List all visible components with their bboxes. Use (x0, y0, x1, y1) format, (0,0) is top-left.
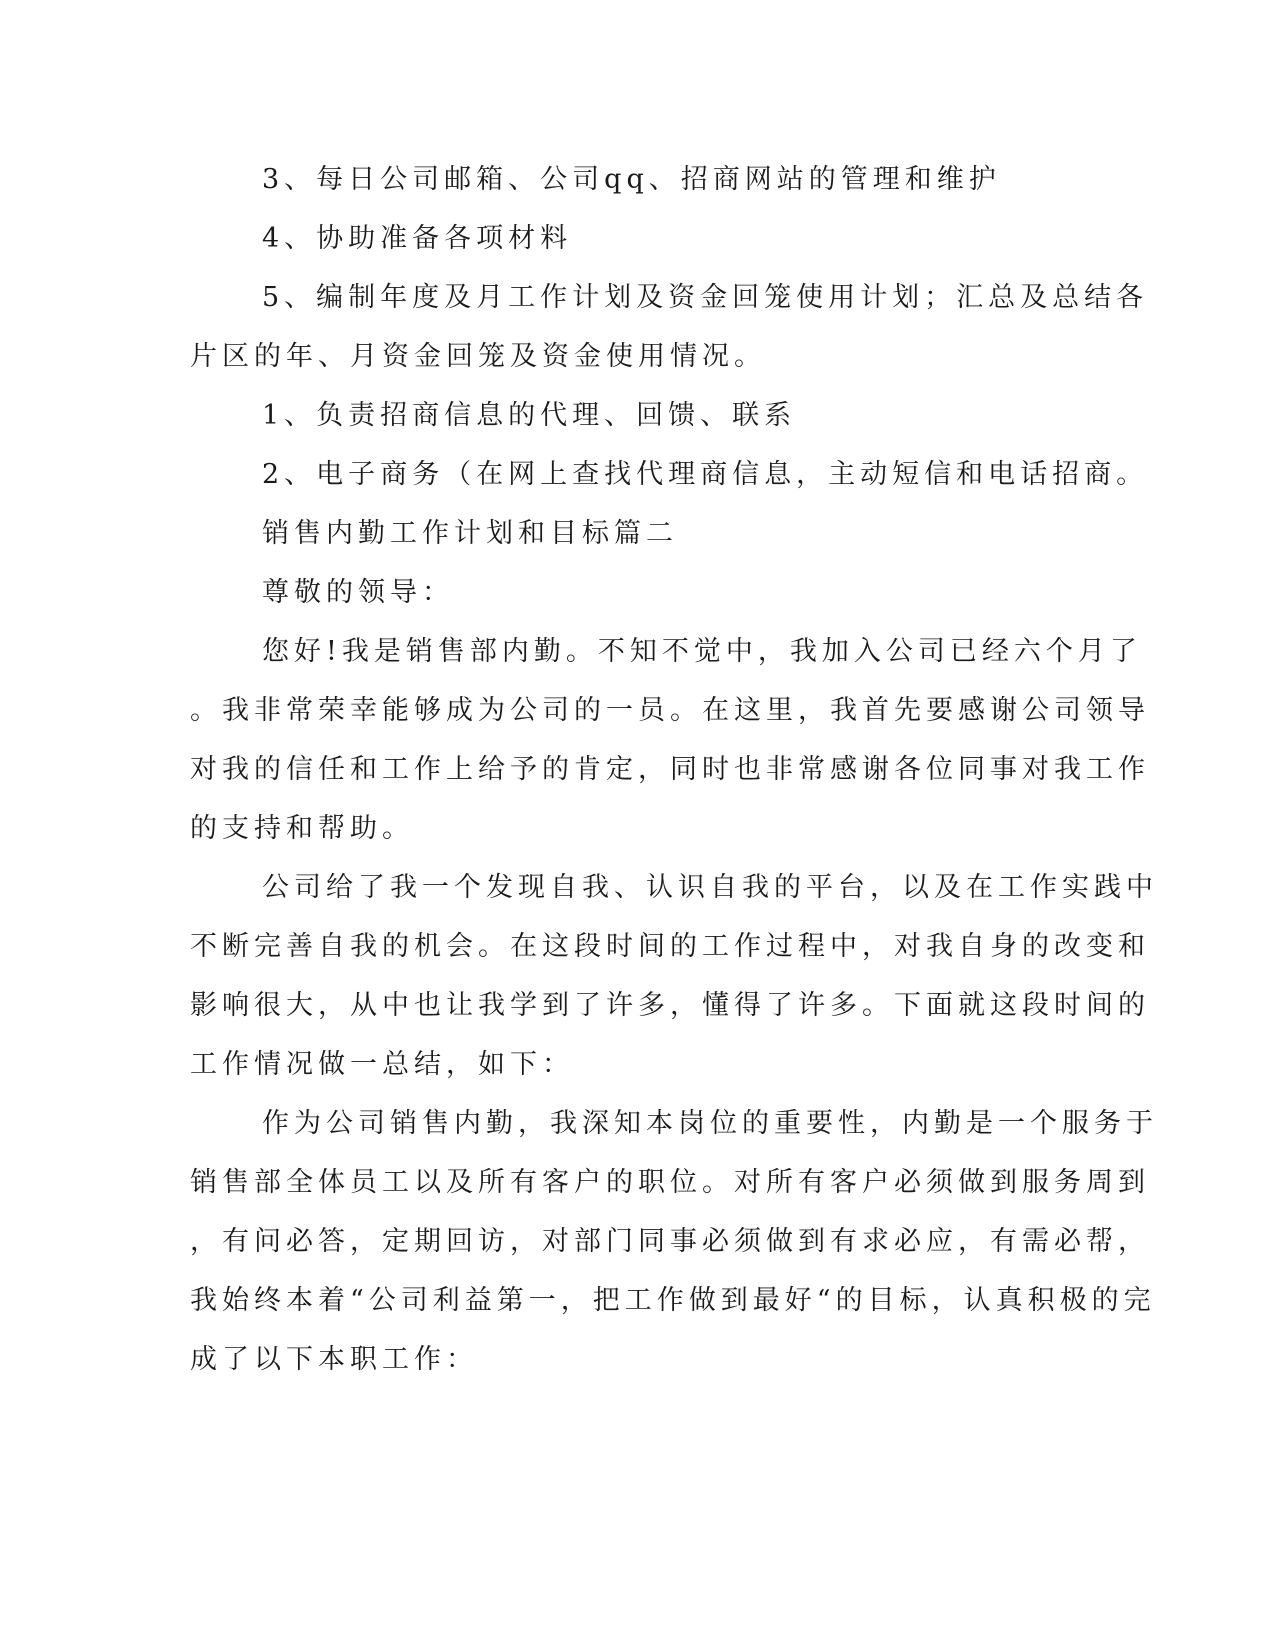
paragraph-line: 影响很大，从中也让我学到了许多，懂得了许多。下面就这段时间的 (190, 990, 1150, 1021)
paragraph-line: 片区的年、月资金回笼及资金使用情况。 (190, 341, 766, 372)
paragraph-line: 3、每日公司邮箱、公司qq、招商网站的管理和维护 (262, 164, 1001, 195)
paragraph-line: 销售部全体员工以及所有客户的职位。对所有客户必须做到服务周到 (190, 1167, 1150, 1198)
paragraph-line: 您好!我是销售部内勤。不知不觉中，我加入公司已经六个月了 (262, 636, 1142, 667)
salutation: 尊敬的领导： (262, 577, 454, 608)
paragraph-line: 的支持和帮助。 (190, 813, 414, 844)
paragraph-line: 作为公司销售内勤，我深知本岗位的重要性，内勤是一个服务于 (262, 1108, 1158, 1139)
paragraph-line: 不断完善自我的机会。在这段时间的工作过程中，对我自身的改变和 (190, 931, 1150, 962)
paragraph-line: 5、编制年度及月工作计划及资金回笼使用计划；汇总及总结各 (262, 282, 1149, 313)
section-heading: 销售内勤工作计划和目标篇二 (262, 518, 678, 549)
paragraph-line: 4、协助准备各项材料 (262, 223, 573, 254)
paragraph-line: ，有问必答，定期回访，对部门同事必须做到有求必应，有需必帮， (190, 1226, 1150, 1257)
paragraph-line: 工作情况做一总结，如下： (190, 1049, 574, 1080)
paragraph-line: 我始终本着“公司利益第一，把工作做到最好“的目标，认真积极的完 (190, 1285, 1156, 1316)
paragraph-line: 。我非常荣幸能够成为公司的一员。在这里，我首先要感谢公司领导 (190, 695, 1150, 726)
paragraph-line: 公司给了我一个发现自我、认识自我的平台，以及在工作实践中 (262, 872, 1158, 903)
paragraph-line: 对我的信任和工作上给予的肯定，同时也非常感谢各位同事对我工作 (190, 754, 1150, 785)
paragraph-line: 2、电子商务（在网上查找代理商信息，主动短信和电话招商。 (262, 459, 1149, 490)
paragraph-line: 1、负责招商信息的代理、回馈、联系 (262, 400, 797, 431)
paragraph-line: 成了以下本职工作： (190, 1344, 478, 1375)
